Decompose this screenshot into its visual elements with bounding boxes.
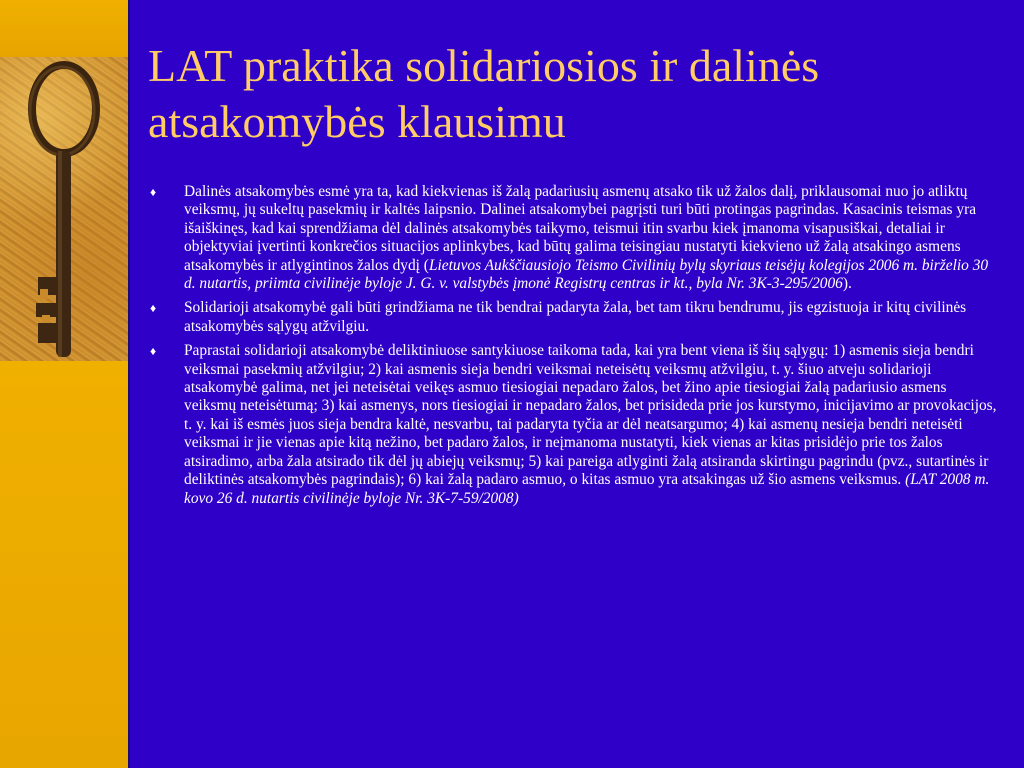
bullet-citation: (LAT 2008 m. kovo 26 d. nutartis civilinėje byloje Nr. 3K-7-59/2008) [184, 471, 990, 507]
key-image [0, 57, 128, 361]
bullet-text: Dalinės atsakomybės esmė yra ta, kad kiekvienas iš žalą padariusių asmenų atsako tik už žalos dalį, priklausomai nuo jo atliktų veiksmų, jų sukeltų pasekmių ir kaltės laipsnio. Dalinei atsakomybei pagrįsti turi būti protingas pagrindas. Kasacinis teismas yra išaiškinęs, kad kai sprendžiama dėl dalinės atsakomybės taikymo, teismui itin svarbu kiek įmanoma visapusiškai, detaliai ir objektyviai įvertinti konkrečios situacijos aplinkybes, kad būtų galima teisingiau nustatyti kiekvieno už žalą atsakingo asmens atsakomybės ir atlygintinos žalos dydį ( [184, 183, 977, 274]
bullet-tail: ). [842, 275, 852, 293]
gold-band-bottom [0, 361, 128, 768]
bullet-text: Solidarioji atsakomybė gali būti grindžiama ne tik bendrai padaryta žala, bet tam tikru bendrumu, jis egzistuoja ir kitų civilinės atsakomybės sąlygų atžvilgiu. [184, 299, 967, 335]
old-key-icon [0, 57, 128, 361]
diamond-bullet-icon: ♦ [150, 344, 157, 359]
bullet-item [150, 342, 1000, 508]
vertical-divider [128, 0, 130, 768]
slide-title: LAT praktika solidariosios ir dalinės atsakomybės klausimu [148, 40, 820, 147]
diamond-bullet-icon: ♦ [150, 185, 157, 199]
bullet-citation: Lietuvos Aukščiausiojo Teismo Civilinių bylų skyriaus teisėjų kolegijos 2006 m. birželio 30 d. nutartis, priimta civilinėje byloje J. G. v. valstybės įmonė Registrų centras ir kt., byla Nr. 3K-3-295/2006 [184, 256, 989, 293]
bullet-item [150, 183, 1000, 293]
bullet-item [150, 299, 1000, 336]
diamond-bullet-icon: ♦ [150, 301, 157, 316]
bullet-text: Paprastai solidarioji atsakomybė deliktiniuose santykiuose taikoma tada, kai yra bent viena iš šių sąlygų: 1) asmenis sieja bendri veiksmai pasekmių atžvilgiu; 2) kai asmenis sieja bendri veiksmai neteisėtų veiksmų atžvilgiu, t. y. šiuo atveju solidarioji atsakomybė galima, net jei neteisėtai veikęs asmuo tiesiogiai nepadaro žalos, bet žino apie tiesiogiai žalą padariusio asmens veiksmų neteisėtumą; 3) kai asmenys, nors tiesiogiai ir nepadaro žalos, bet prisideda prie jos kurstymo, inicijavimo ar provokacijos, t. y. kai iš esmės juos sieja bendra kaltė, nesvarbu, tai padaryta tyčia ar dėl neatsargumo; 4) kai asmenų nesieja bendri neteisėti veiksmai ir jie vienas apie kitą nežino, bet padaro žalos, ir neįmanoma nustatyti, kiek vienas ar kitas prisidėjo prie tos žalos atsiradimo, arba žala atsirado tik dėl jų abiejų veiksmų; 5) kai pareiga atlyginti žalą atsiranda skirtingu pagrindu (pvz., sutartinės ir deliktinės atsakomybės pagrindais); 6) kai žalą padaro asmuo, o kitas asmuo yra atsakingas už šio asmens veiksmus. [184, 342, 997, 489]
gold-band-top [0, 0, 128, 57]
slide-body [150, 183, 1000, 514]
